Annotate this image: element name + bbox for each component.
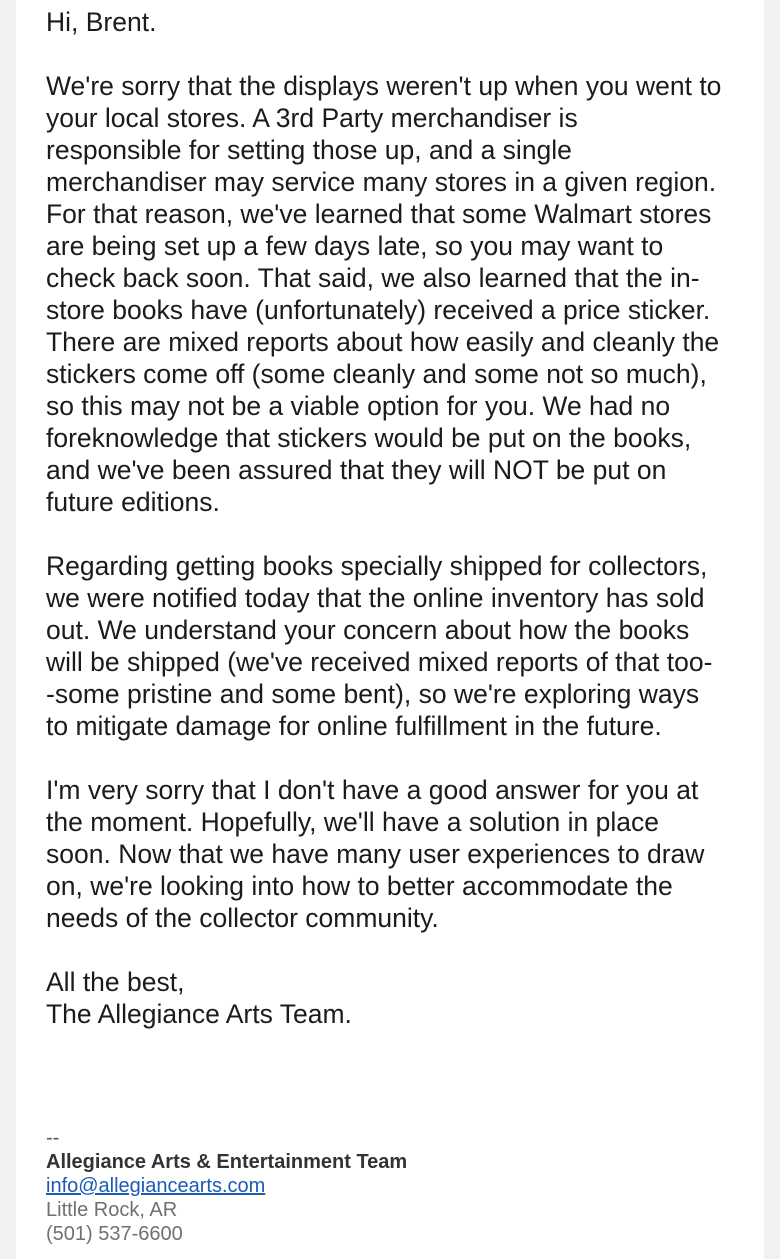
text-line: foreknowledge that stickers would be put on the books, [46, 423, 692, 453]
greeting: Hi, Brent. [46, 7, 157, 37]
signature-name: Allegiance Arts & Entertainment Team [46, 1151, 408, 1173]
text-line: the moment. Hopefully, we'll have a solution in place [46, 807, 659, 837]
text-line: your local stores. A 3rd Party merchandiser is [46, 103, 578, 133]
text-line: I'm very sorry that I don't have a good answer for you at [46, 775, 699, 805]
text-line: so this may not be a viable option for you. We had no [46, 391, 671, 421]
text-line: stickers come off (some cleanly and some not so much), [46, 359, 707, 389]
text-line: check back soon. That said, we also learned that the in- [46, 263, 700, 293]
paragraph-apology [46, 774, 746, 934]
text-line: we were notified today that the online inventory has sold [46, 583, 705, 613]
paragraph-gap [46, 38, 746, 70]
text-line: out. We understand your concern about how the books [46, 615, 690, 645]
closing-team: The Allegiance Arts Team. [46, 999, 352, 1029]
text-line: are being set up a few days late, so you may want to [46, 231, 664, 261]
paragraph-gap [46, 518, 746, 550]
text-line: We're sorry that the displays weren't up when you went to [46, 71, 722, 101]
text-line: needs of the collector community. [46, 903, 439, 933]
paragraph-gap [46, 742, 746, 774]
text-line: For that reason, we've learned that some Walmart stores [46, 199, 712, 229]
text-line: and we've been assured that they will NOT be put on [46, 455, 667, 485]
email-message [46, 6, 746, 1030]
signature-email-link[interactable]: info@allegiancearts.com [46, 1175, 266, 1197]
text-line: Regarding getting books specially shipped for collectors, [46, 551, 708, 581]
signature-location: Little Rock, AR [46, 1199, 178, 1221]
text-line: will be shipped (we've received mixed reports of that too- [46, 647, 713, 677]
paragraph-gap [46, 934, 746, 966]
email-body-container [16, 0, 764, 1259]
text-line: on, we're looking into how to better accommodate the [46, 871, 673, 901]
email-signature [46, 1126, 407, 1246]
signature-phone[interactable]: (501) 537-6600 [46, 1223, 183, 1245]
text-line: merchandiser may service many stores in a given region. [46, 167, 717, 197]
text-line: There are mixed reports about how easily and cleanly the [46, 327, 720, 357]
paragraph-shipping [46, 550, 746, 742]
text-line: responsible for setting those up, and a single [46, 135, 572, 165]
text-line: to mitigate damage for online fulfillment in the future. [46, 711, 662, 741]
text-line: future editions. [46, 487, 220, 517]
paragraph-displays [46, 70, 746, 518]
signature-separator: -- [46, 1127, 60, 1149]
closing: All the best, [46, 967, 185, 997]
text-line: -some pristine and some bent), so we're exploring ways [46, 679, 700, 709]
text-line: store books have (unfortunately) received a price sticker. [46, 295, 711, 325]
text-line: soon. Now that we have many user experiences to draw [46, 839, 705, 869]
